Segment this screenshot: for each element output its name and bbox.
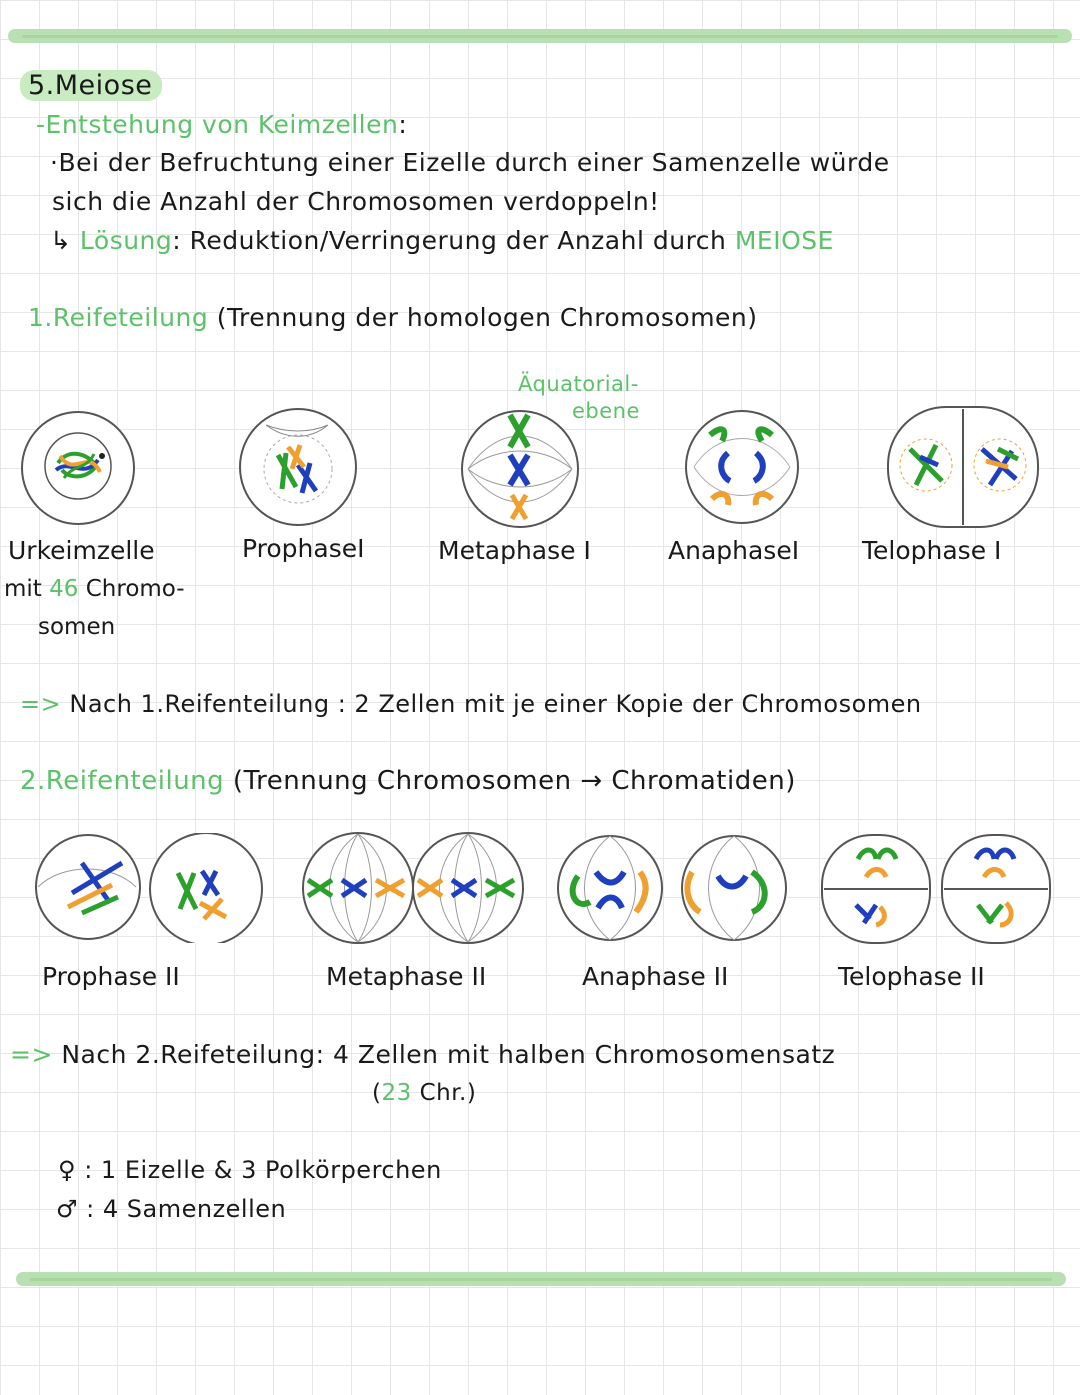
urkeimzelle-note: mit 46 Chromo- <box>4 576 185 602</box>
male-symbol-icon: ♂ <box>56 1195 79 1223</box>
intro-line-2: sich die Anzahl der Chromosomen verdoppeln! <box>52 187 660 216</box>
telophase-1-label: Telophase I <box>862 536 1002 565</box>
telophase-1-diagram <box>886 405 1040 529</box>
division-1-heading <box>28 303 758 332</box>
result-2-chromosome-count: (23 Chr.) <box>372 1080 477 1106</box>
urkeimzelle-diagram <box>18 408 138 528</box>
division-2-label: 2.Reifenteilung <box>20 766 225 796</box>
female-text: : 1 Eizelle & 3 Polkörperchen <box>84 1156 442 1184</box>
anaphase-2-label: Anaphase II <box>582 962 729 991</box>
prophase-1-label: ProphaseI <box>242 534 365 563</box>
result-1 <box>20 690 922 718</box>
solution-label: Lösung <box>79 226 173 255</box>
metaphase-1-diagram <box>458 405 582 529</box>
anaphase-2-diagram <box>556 832 788 944</box>
female-result <box>58 1156 442 1184</box>
metaphase-2-diagram <box>300 830 526 946</box>
division-2-heading <box>20 766 796 796</box>
result-1-text: Nach 1.Reifenteilung : 2 Zellen mit je einer Kopie der Chromosomen <box>69 690 922 718</box>
result-2 <box>10 1040 835 1069</box>
anaphase-1-diagram <box>682 407 802 527</box>
urkeimzelle-label: Urkeimzelle <box>8 536 155 565</box>
male-result <box>56 1195 286 1223</box>
intro-line-1: ·Bei der Befruchtung einer Eizelle durch einer Samenzelle würde <box>50 148 890 177</box>
prophase-1-diagram <box>236 405 360 529</box>
metaphase-1-label: Metaphase I <box>438 536 591 565</box>
solution-line <box>50 226 834 255</box>
prophase-2-label: Prophase II <box>42 962 180 991</box>
telophase-2-diagram <box>820 833 1052 945</box>
equatorial-label-1: Äquatorial- <box>518 372 639 396</box>
subheading-text: -Entstehung von Keimzellen <box>36 110 399 139</box>
urkeimzelle-note-line2: somen <box>38 614 116 640</box>
result-2-text: Nach 2.Reifeteilung: 4 Zellen mit halben Chromosomensatz <box>61 1040 836 1069</box>
chromosome-count-23: 23 <box>381 1080 412 1106</box>
division-1-label: 1.Reifeteilung <box>28 303 209 332</box>
subheading: -Entstehung von Keimzellen: <box>36 110 408 139</box>
metaphase-2-label: Metaphase II <box>326 962 487 991</box>
bottom-divider <box>16 1272 1066 1286</box>
telophase-2-label: Telophase II <box>838 962 985 991</box>
solution-text: : Reduktion/Verringerung der Anzahl durch <box>172 226 727 255</box>
male-text: : 4 Samenzellen <box>86 1195 287 1223</box>
equatorial-label-2: ebene <box>572 399 640 423</box>
solution-term: MEIOSE <box>734 226 834 255</box>
division-1-description: (Trennung der homologen Chromosomen) <box>216 303 758 332</box>
prophase-2-diagram <box>32 833 266 943</box>
female-symbol-icon: ♀ <box>58 1156 77 1184</box>
chromosome-count-46: 46 <box>49 576 79 602</box>
section-title: 5.Meiose <box>20 70 162 101</box>
return-arrow-icon: ↳ <box>50 226 72 255</box>
anaphase-1-label: AnaphaseI <box>668 536 800 565</box>
division-2-description: (Trennung Chromosomen → Chromatiden) <box>232 766 796 796</box>
result-1-arrow-icon: => <box>20 690 62 718</box>
top-divider <box>8 29 1072 43</box>
result-2-arrow-icon: => <box>10 1040 53 1069</box>
